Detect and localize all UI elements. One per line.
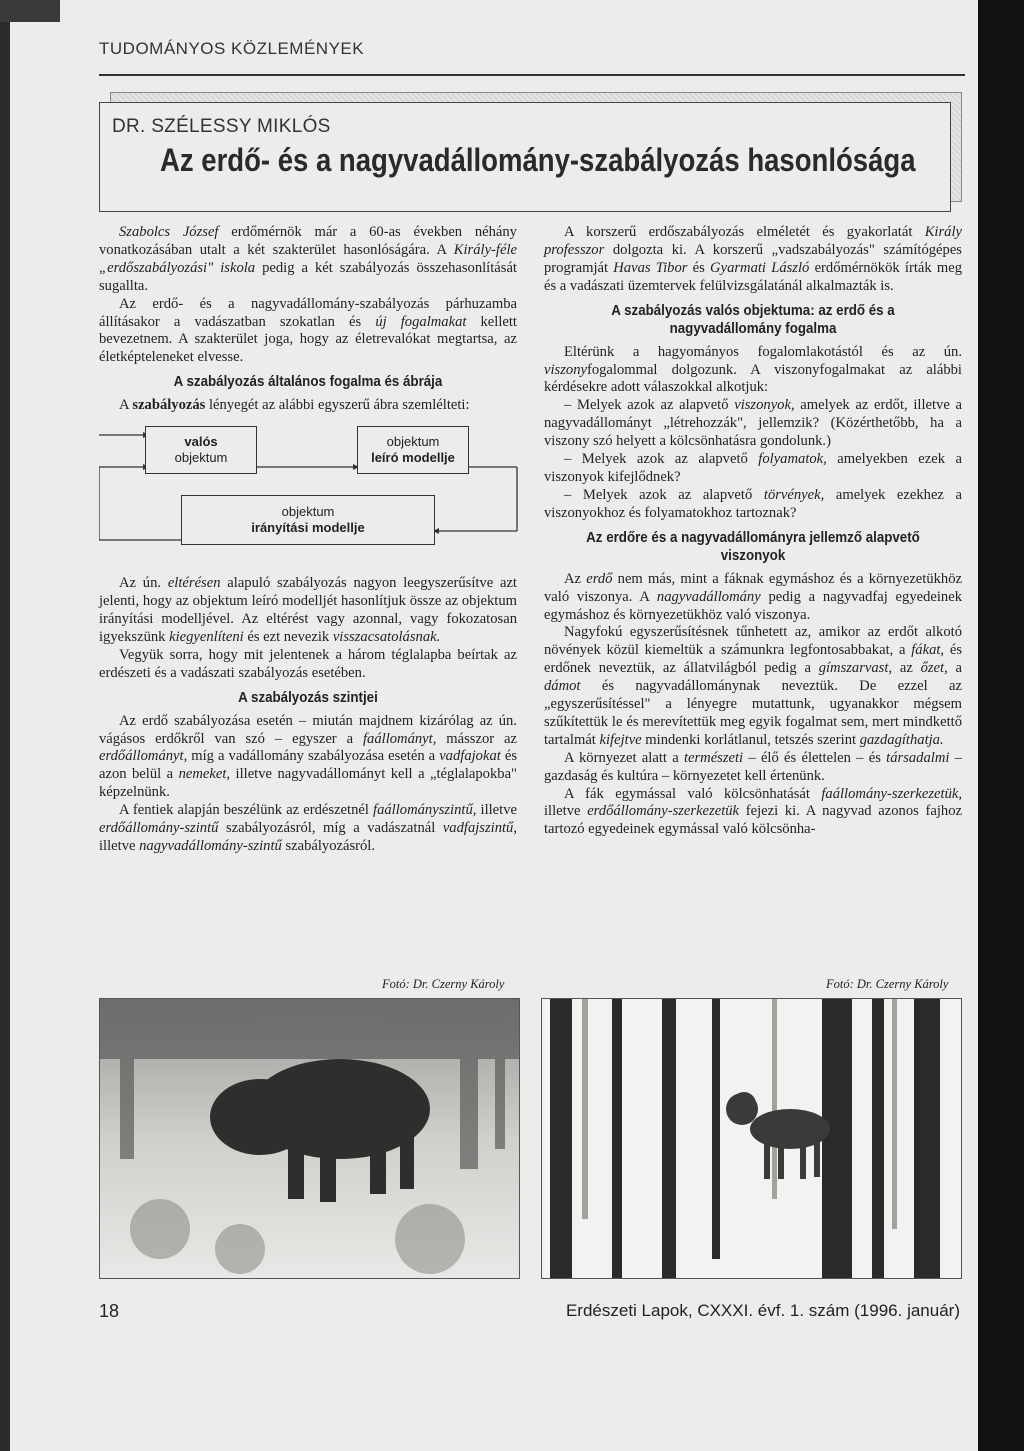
paragraph: Nagyfokú egyszerűsítésnek tűnhetett az, amikor az erdőt alkotó növények közül kiemeltük a számunkra legfontosabbakat, a fákat, és erdőnek neveztük, az állatvilágból pedig a gímszarvast, az őzet, a dámot és nagyvadállománynak neveztük. De ezzel az „egyszerűsítéssel" a lényegre mutattunk, ugyanakkor mégsem szűkítettük le és merevítettük meg egyik fogalmat sem, mert mindkettő tartalmát kifejtve mindenki korlátlanul, tetszés szerint gazdagíthatja. xyxy=(544,624,962,748)
paragraph: Vegyük sorra, hogy mit jelentenek a három téglalapba beírtak az erdészeti és a vadászati szabályozás esetében. xyxy=(99,646,517,681)
question: – Melyek azok az alapvető viszonyok, amelyek az erdőt, illetve a nagyvadállományt „létrehozzák", jellemzik? (Közérthetőbb, ha a viszony szó helyett a kölcsönhatásra gondolunk.) xyxy=(544,397,962,450)
paragraph: A környezet alatt a természeti – élő és élettelen – és társadalmi – gazdaság és kultúra – környezetet kell értenünk. xyxy=(544,749,962,784)
regulation-diagram xyxy=(99,423,517,565)
paragraph: A fák egymással való kölcsönhatását faállomány-szerkezetük, illetve erdőállomány-szerkezetük fejezi ki. A nagyvad azonos fajhoz tartozó egyedeinek egymással való kölcsönha- xyxy=(544,785,962,838)
section-header: TUDOMÁNYOS KÖZLEMÉNYEK xyxy=(99,39,365,58)
photo-caption-left: Fotó: Dr. Czerny Károly xyxy=(382,977,505,991)
question: – Melyek azok az alapvető folyamatok, amelyekben ezek a viszonyok kifejlődnek? xyxy=(544,451,962,485)
page-number: 18 xyxy=(99,1301,120,1321)
section-heading: A szabályozás valós objektuma: az erdő és a nagyvadállomány fogalma xyxy=(611,302,895,337)
paragraph: Eltérünk a hagyományos fogalomlakotástól és az ún. viszonyfogalommal dolgozunk. A viszonyfogalmakat az alábbi kérdésekre adott válaszokkal alkotjuk: xyxy=(544,343,962,396)
right-column xyxy=(544,224,962,839)
diagram-box-real-object: valós objektum xyxy=(145,426,257,474)
section-heading: A szabályozás általános fogalma és ábrája xyxy=(173,374,443,391)
paragraph: Az erdő nem más, mint a fáknak egymáshoz és a környezetükhöz való viszonya. A nagyvadállomány pedig a nagyvadfaj egyedeinek egymáshoz és környezetükhöz való viszonya. xyxy=(544,570,963,623)
paragraph: Az erdő szabályozása esetén – miután majdnem kizárólag az ún. vágásos erdőkről van szó – egyszer a faállományt, másszor az erdőállományt, míg a vadállomány szabályozása esetén a vadfajokat és azon belül a nemeket, illetve nagyvadállományt kell a „téglalapokba" képzelnünk. xyxy=(99,712,518,801)
journal-citation: Erdészeti Lapok, CXXXI. évf. 1. szám (1996. január) xyxy=(565,1301,960,1320)
paragraph: A fentiek alapján beszélünk az erdészetnél faállományszintű, illetve erdőállomány-szintű szabályozásról, míg a vadászatnál vadfajszintű, illetve nagyvadállomány-szintű szabályozásról. xyxy=(99,802,517,854)
diagram-box-control-model: objektum irányítási modellje xyxy=(181,495,435,545)
paragraph: Az ún. eltérésen alapuló szabályozás nagyon leegyszerűsítve azt jelenti, hogy az objektum leíró modelljét hasonlítjuk össze az objektum irányítási modelljével. Az eltérést vagy azonnal, vagy fokozatosan igyekszünk kiegyenlíteni és ezt nevezik visszacsatolásnak. xyxy=(99,575,517,645)
left-column xyxy=(99,224,517,856)
diagram-box-descriptive-model: objektum leíró modellje xyxy=(357,426,469,474)
header-rule xyxy=(99,74,965,76)
scan-edge-right xyxy=(978,0,1024,1451)
paragraph: A szabályozás lényegét az alábbi egyszerű ábra szemlélteti: xyxy=(119,397,470,414)
author-name: DR. SZÉLESSY MIKLÓS xyxy=(112,116,331,137)
paragraph: Szabolcs József erdőmérnök már a 60-as években néhány vonatkozásában utalt a két szakterület hasonlóságára. A Király-féle „erdőszabályozási" iskola pedig a két szabályozás összehasonlítását sugallta. xyxy=(99,224,517,294)
wild-boar-photo xyxy=(99,998,520,1279)
scan-edge-left xyxy=(0,0,10,1451)
photo-caption-right: Fotó: Dr. Czerny Károly xyxy=(826,977,949,991)
paragraph: Az erdő- és a nagyvadállomány-szabályozás párhuzamba állításakor a vadászatban szokatlan és új fogalmakat kellett bevezetnem. A szakterület joga, hogy az életrevalókat megtartsa, az életképteleneket elvesse. xyxy=(99,295,517,366)
paragraph: A korszerű erdőszabályozás elméletét és gyakorlatát Király professzor dolgozta ki. A korszerű „vadszabályozás" számítógépes programját Havas Tibor és Gyarmati László erdőmérnökök írták meg és a vadászati üzemtervek felülvizsgálatánál alkalmazták is. xyxy=(544,224,962,294)
section-heading: A szabályozás szintjei xyxy=(238,689,378,706)
scan-edge-corner xyxy=(0,0,60,22)
section-heading: Az erdőre és a nagyvadállományra jellemző alapvető viszonyok xyxy=(586,529,920,564)
mouflon-photo xyxy=(541,998,962,1279)
question: – Melyek azok az alapvető törvények, amelyek ezekhez a viszonyokhoz és folyamatokhoz tartoznak? xyxy=(544,486,962,521)
article-title: Az erdő- és a nagyvadállomány-szabályozás hasonlósága xyxy=(160,142,916,178)
